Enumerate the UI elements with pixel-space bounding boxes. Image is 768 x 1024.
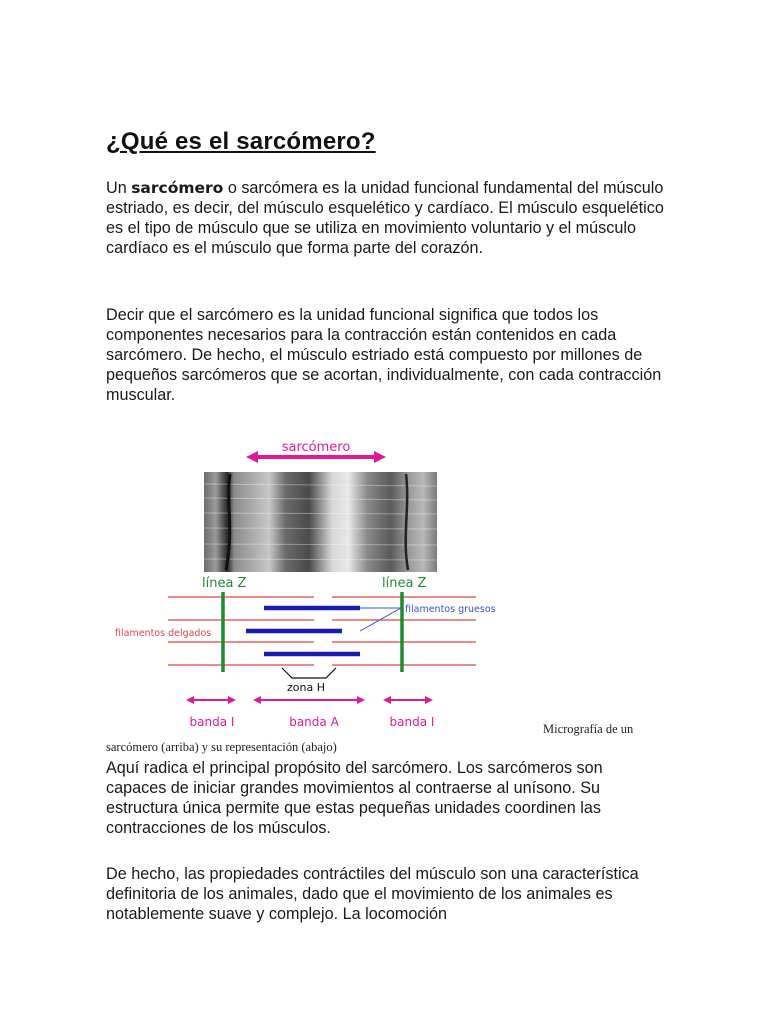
bold-term-sarcomero: sarcómero xyxy=(131,179,224,197)
label-linea-z-right: línea Z xyxy=(382,576,427,591)
paragraph-properties: De hecho, las propiedades contráctiles del músculo son una característica definitoria de los animales, dado que el movimiento de los animales es notablemente suave y complejo. La locomoción xyxy=(106,865,639,923)
arrowhead-left xyxy=(246,451,258,463)
zona-h-bracket xyxy=(282,668,336,678)
figure-caption-line1: Micrografía de un xyxy=(543,722,634,736)
label-filamentos-delgados: filamentos delgados xyxy=(115,628,212,639)
arrowhead-right xyxy=(374,451,386,463)
label-filamentos-gruesos: filamentos gruesos xyxy=(405,604,496,615)
label-zona-h: zona H xyxy=(287,681,325,694)
label-banda-i-left: banda I xyxy=(189,715,235,729)
paragraph-purpose: Aquí radica el principal propósito del sarcómero. Los sarcómeros son capaces de iniciar grandes movimientos al contraerse al unísono. Su estructura única permite que estas pequeñas unidades coordinen las contracciones de los músculos. xyxy=(106,759,603,837)
label-sarcomero: sarcómero xyxy=(281,440,351,455)
paragraph-lead: Un xyxy=(106,179,132,197)
paragraph-rest: o sarcómera es la unidad funcional fundamental del músculo estriado, es decir, del músculo esquelético y cardíaco. El músculo esquelético es el tipo de músculo que se utiliza en movimiento voluntario y el músculo cardíaco es el músculo que forma parte del corazón. xyxy=(106,179,664,257)
figure-caption-line2: sarcómero (arriba) y su representación (abajo) xyxy=(106,740,337,754)
micrograph-image xyxy=(204,472,437,572)
sarcomere-figure xyxy=(106,432,526,742)
paragraph-functional-unit: Decir que el sarcómero es la unidad funcional significa que todos los componentes necesarios para la contracción están contenidos en cada sarcómero. De hecho, el músculo estriado está compuesto por millones de pequeños sarcómeros que se acortan, individualmente, con cada contracción muscular. xyxy=(106,306,662,404)
band-arrows xyxy=(186,696,433,704)
label-banda-i-right: banda I xyxy=(389,715,435,729)
page-title: ¿Qué es el sarcómero? xyxy=(106,128,376,155)
label-banda-a: banda A xyxy=(289,715,339,729)
thick-filaments xyxy=(246,608,360,654)
label-linea-z-left: línea Z xyxy=(202,576,247,591)
paragraph-definition xyxy=(106,178,666,258)
sarcomere-diagram xyxy=(106,432,526,742)
